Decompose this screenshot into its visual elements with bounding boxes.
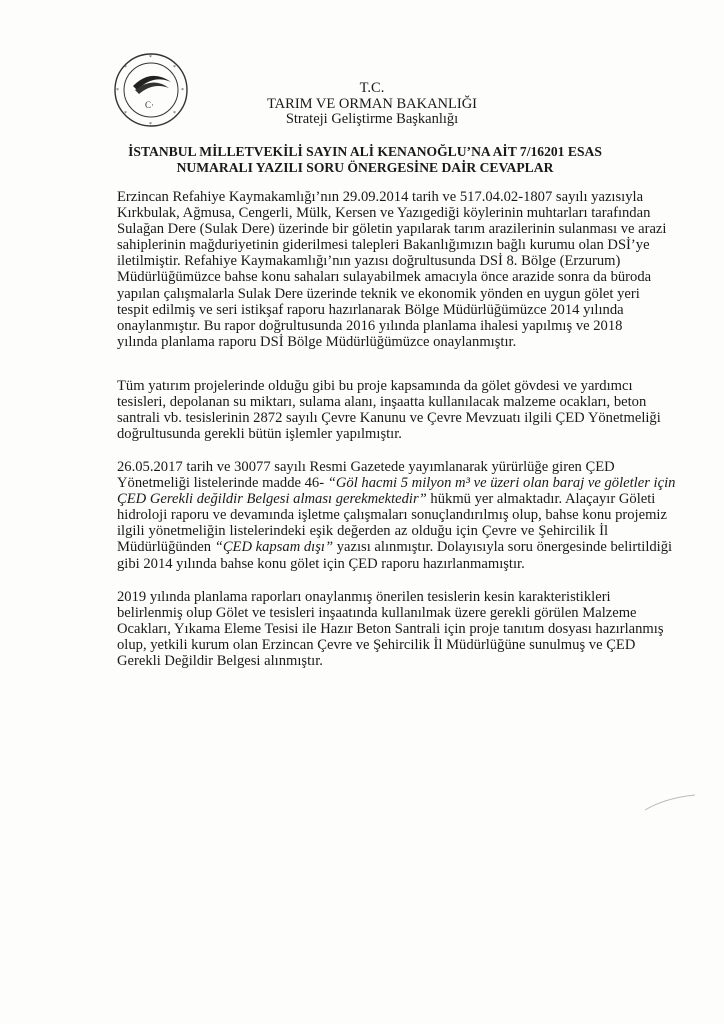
- text-line: [117, 653, 608, 669]
- text-segment: Müdürlüğünden: [117, 539, 215, 556]
- text-line: [117, 589, 611, 605]
- text-segment: onaylanmıştır. Bu rapor doğrultusunda 2016 yılında planlama ihalesi yapılmış ve 2018: [117, 317, 623, 334]
- text-line: [117, 426, 608, 442]
- text-segment: hükmü yer almaktadır. Alaçayır Göleti: [426, 491, 656, 508]
- svg-text:*: *: [124, 111, 127, 117]
- title-line-1: İSTANBUL MİLLETVEKİLİ SAYIN ALİ KENANOĞLU’NA AİT 7/16201 ESAS: [128, 144, 602, 159]
- quoted-text: “ÇED kapsam dışı”: [214, 539, 334, 556]
- text-line: [117, 237, 650, 254]
- text-segment: iletilmiştir. Refahiye Kaymakamlığı’nın yazısı doğrultusunda DSİ 8. Bölge (Erzurum): [117, 253, 621, 270]
- text-line: [117, 539, 673, 556]
- text-line: [117, 556, 608, 572]
- text-line: [117, 285, 640, 302]
- text-line: [117, 253, 621, 270]
- text-segment: gibi 2014 yılında bahse konu gölet için ÇED raporu hazırlanmamıştır.: [117, 555, 525, 572]
- text-line: [117, 621, 664, 638]
- text-line: [117, 189, 644, 205]
- paragraph-3: [117, 459, 676, 572]
- header-department: Strateji Geliştirme Başkanlığı: [285, 111, 459, 127]
- text-line: [117, 507, 667, 524]
- text-line: [117, 269, 652, 286]
- text-segment: yılında planlama raporu DSİ Bölge Müdürlüğümüzce onaylanmıştır.: [117, 333, 517, 350]
- svg-text:*: *: [149, 55, 152, 61]
- paragraph-4: [117, 589, 664, 670]
- text-segment: 26.05.2017 tarih ve 30077 sayılı Resmi Gazetede yayımlanarak yürürlüğe giren ÇED: [117, 459, 615, 475]
- svg-text:*: *: [116, 88, 119, 94]
- text-segment: Tüm yatırım projelerinde olduğu gibi bu proje kapsamında da gölet gövdesi ve yardımcı: [117, 378, 633, 394]
- document-title: [110, 144, 620, 176]
- text-segment: Ocakları, Yıkama Eleme Tesisi ile Hazır Beton Santrali için proje tanıtım dosyası hazırlanmış: [117, 621, 664, 638]
- quoted-text: ÇED Gerekli değildir Belgesi alması gerekmektedir”: [117, 491, 427, 508]
- text-line: [117, 637, 636, 654]
- text-line: [117, 205, 651, 222]
- pen-mark: [640, 790, 700, 820]
- svg-text:C·: C·: [145, 100, 154, 110]
- text-segment: Kırkbulak, Ağmusa, Cengerli, Mülk, Kersen ve Yazıgediği köylerinin muhtarları tarafından: [117, 205, 651, 222]
- text-segment: tespit edilmiş ve seri istikşaf raporu hazırlanarak Bölge Müdürlüğümüzce 2014 yılında: [117, 301, 624, 318]
- text-segment: tesisleri, depolanan su miktarı, sulama alanı, inşaatta kullanılacak malzeme ocakları, beton: [117, 394, 647, 411]
- paragraph-2: [117, 378, 661, 443]
- text-line: [117, 334, 608, 350]
- paragraph-1: [117, 189, 667, 350]
- text-line: [117, 410, 661, 427]
- text-line: [117, 459, 615, 475]
- text-segment: ilgili yönetmeliğin listelerindeki eşik değerden az olduğu için Çevre ve Şehircilik İl: [117, 523, 608, 540]
- text-line: [117, 317, 623, 334]
- text-segment: yapılan çalışmalarla Sulak Dere üzerinde teknik ve ekonomik yönden en uygun gölet yeri: [117, 285, 640, 302]
- text-segment: olup, yetkili kurum olan Erzincan Çevre ve Şehircilik İl Müdürlüğüne sunulmuş ve ÇED: [117, 637, 636, 654]
- text-line: [117, 523, 608, 539]
- text-segment: Sulağan Dere (Sulak Dere) üzerinde bir göletin yapılarak tarım arazilerinin sulanması ve arazi: [117, 221, 667, 238]
- svg-text:*: *: [173, 65, 176, 71]
- title-line-2: NUMARALI YAZILI SORU ÖNERGESİNE DAİR CEVAPLAR: [176, 160, 554, 175]
- header-ministry: TARIM VE ORMAN BAKANLIĞI: [266, 96, 478, 112]
- text-line: [117, 475, 676, 492]
- text-line: [117, 221, 667, 238]
- svg-text:*: *: [181, 88, 184, 94]
- text-segment: 2019 yılında planlama raporları onaylanmış önerilen tesislerin kesin karakteristikleri: [117, 589, 611, 605]
- text-segment: yazısı alınmıştır. Dolayısıyla soru önergesinde belirtildiği: [333, 539, 673, 556]
- text-segment: Gerekli Değildir Belgesi alınmıştır.: [117, 653, 323, 670]
- text-segment: hidroloji raporu ve devamında işletme çalışmaları sonuçlandırılmış olup, bahse konu projemiz: [117, 507, 667, 524]
- text-line: [117, 378, 633, 394]
- text-segment: Müdürlüğümüzce bahse konu sahaları sulayabilmek amacıyla önce arazide sonra da büroda: [117, 269, 652, 286]
- text-line: [117, 491, 656, 508]
- quoted-text: “Göl hacmi 5 milyon m³ ve üzeri olan baraj ve göletler için: [327, 475, 676, 492]
- text-line: [117, 605, 637, 622]
- svg-text:*: *: [149, 122, 152, 128]
- text-segment: sahiplerinin mağduriyetinin giderilmesi talepleri Bakanlığımızın bağlı kurumu olan DSİ’ye: [117, 237, 650, 254]
- text-segment: santrali vb. tesislerinin 2872 sayılı Çevre Kanunu ve Çevre Mevzuatı ilgili ÇED Yönetmeliği: [117, 410, 661, 427]
- text-line: [117, 301, 624, 318]
- text-segment: Erzincan Refahiye Kaymakamlığı’nın 29.09.2014 tarih ve 517.04.02-1807 sayılı yazısıyla: [117, 189, 644, 205]
- text-segment: belirlenmiş olup Gölet ve tesisleri inşaatında kullanılmak üzere gerekli görülen Malzeme: [117, 605, 637, 622]
- svg-text:*: *: [173, 111, 176, 117]
- svg-text:*: *: [124, 65, 127, 71]
- text-segment: Yönetmeliği listelerinde madde 46-: [117, 475, 328, 492]
- header-tc: T.C.: [359, 80, 385, 96]
- text-line: [117, 394, 647, 411]
- text-segment: doğrultusunda gerekli bütün işlemler yapılmıştır.: [117, 426, 402, 443]
